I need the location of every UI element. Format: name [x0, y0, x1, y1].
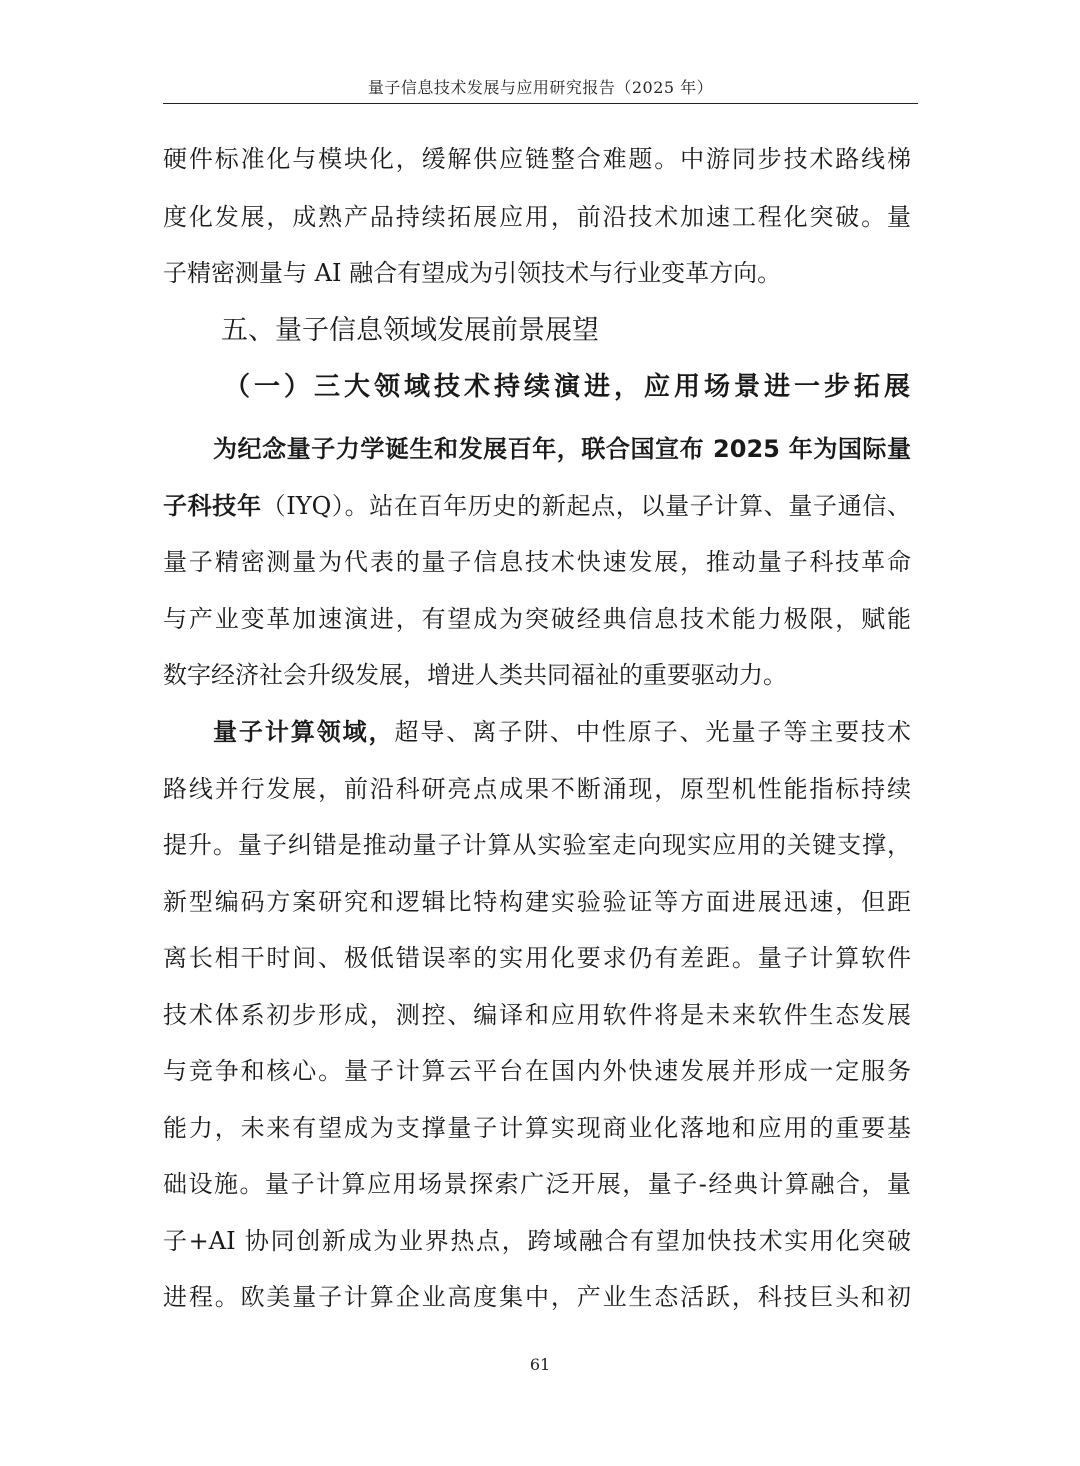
p1-line2-lead: 子科技年 — [163, 492, 262, 520]
p2-line-4: 新型编码方案研究和逻辑比特构建实验验证等方面进展迅速，但距 — [163, 888, 911, 916]
intro-line-2: 度化发展，成熟产品持续拓展应用，前沿技术加速工程化突破。量 — [163, 203, 911, 231]
running-header: 量子信息技术发展与应用研究报告（2025 年） — [367, 78, 714, 97]
p2-line1-rest: 超导、离子阱、中性原子、光量子等主要技术 — [394, 718, 911, 746]
p2-line-1 — [213, 703, 911, 761]
p2-line-2: 路线并行发展，前沿科研亮点成果不断涌现，原型机性能指标持续 — [163, 775, 911, 803]
p2-line-7: 与竞争和核心。量子计算云平台在国内外快速发展并形成一定服务 — [163, 1057, 911, 1085]
p1-line-5: 数字经济社会升级发展，增进人类共同福祉的重要驱动力。 — [163, 661, 787, 689]
p2-line-6: 技术体系初步形成，测控、编译和应用软件将是未来软件生态发展 — [163, 1001, 911, 1029]
p1-bold-lead: 为纪念量子力学诞生和发展百年， — [213, 435, 582, 463]
intro-line-1: 硬件标准化与模块化，缓解供应链整合难题。中游同步技术路线梯 — [163, 145, 911, 173]
p1-line-2 — [163, 477, 911, 535]
p2-line-3: 提升。量子纠错是推动量子计算从实验室走向现实应用的关键支撑， — [163, 831, 911, 859]
section-heading: 五、量子信息领域发展前景展望 — [221, 315, 599, 346]
p1-line-1 — [213, 420, 911, 478]
intro-line-3: 子精密测量与 AI 融合有望成为引领技术与行业变革方向。 — [163, 259, 782, 287]
p1-line-4: 与产业变革加速演进，有望成为突破经典信息技术能力极限，赋能 — [163, 605, 911, 633]
p2-line-11: 进程。欧美量子计算企业高度集中，产业生态活跃，科技巨头和初 — [163, 1283, 911, 1311]
subsection-heading: （一）三大领域技术持续演进，应用场景进一步拓展 — [224, 372, 910, 402]
p1-line2-rest: （IYQ）。站在百年历史的新起点，以量子计算、量子通信、 — [261, 492, 911, 520]
p2-bold-lead: 量子计算领域， — [213, 718, 395, 746]
header-divider — [163, 103, 918, 104]
p2-line-8: 能力，未来有望成为支撑量子计算实现商业化落地和应用的重要基 — [163, 1114, 911, 1142]
p1-line-3: 量子精密测量为代表的量子信息技术快速发展，推动量子科技革命 — [163, 548, 911, 576]
page-number: 61 — [529, 1355, 551, 1374]
p2-line-9: 础设施。量子计算应用场景探索广泛开展，量子-经典计算融合，量 — [163, 1170, 911, 1198]
p2-line-10: 子+AI 协同创新成为业界热点，跨域融合有望加快技术实用化突破 — [163, 1227, 911, 1255]
p1-line1-rest: 联合国宣布 2025 年为国际量 — [581, 435, 911, 463]
p2-line-5: 离长相干时间、极低错误率的实用化要求仍有差距。量子计算软件 — [163, 944, 911, 972]
